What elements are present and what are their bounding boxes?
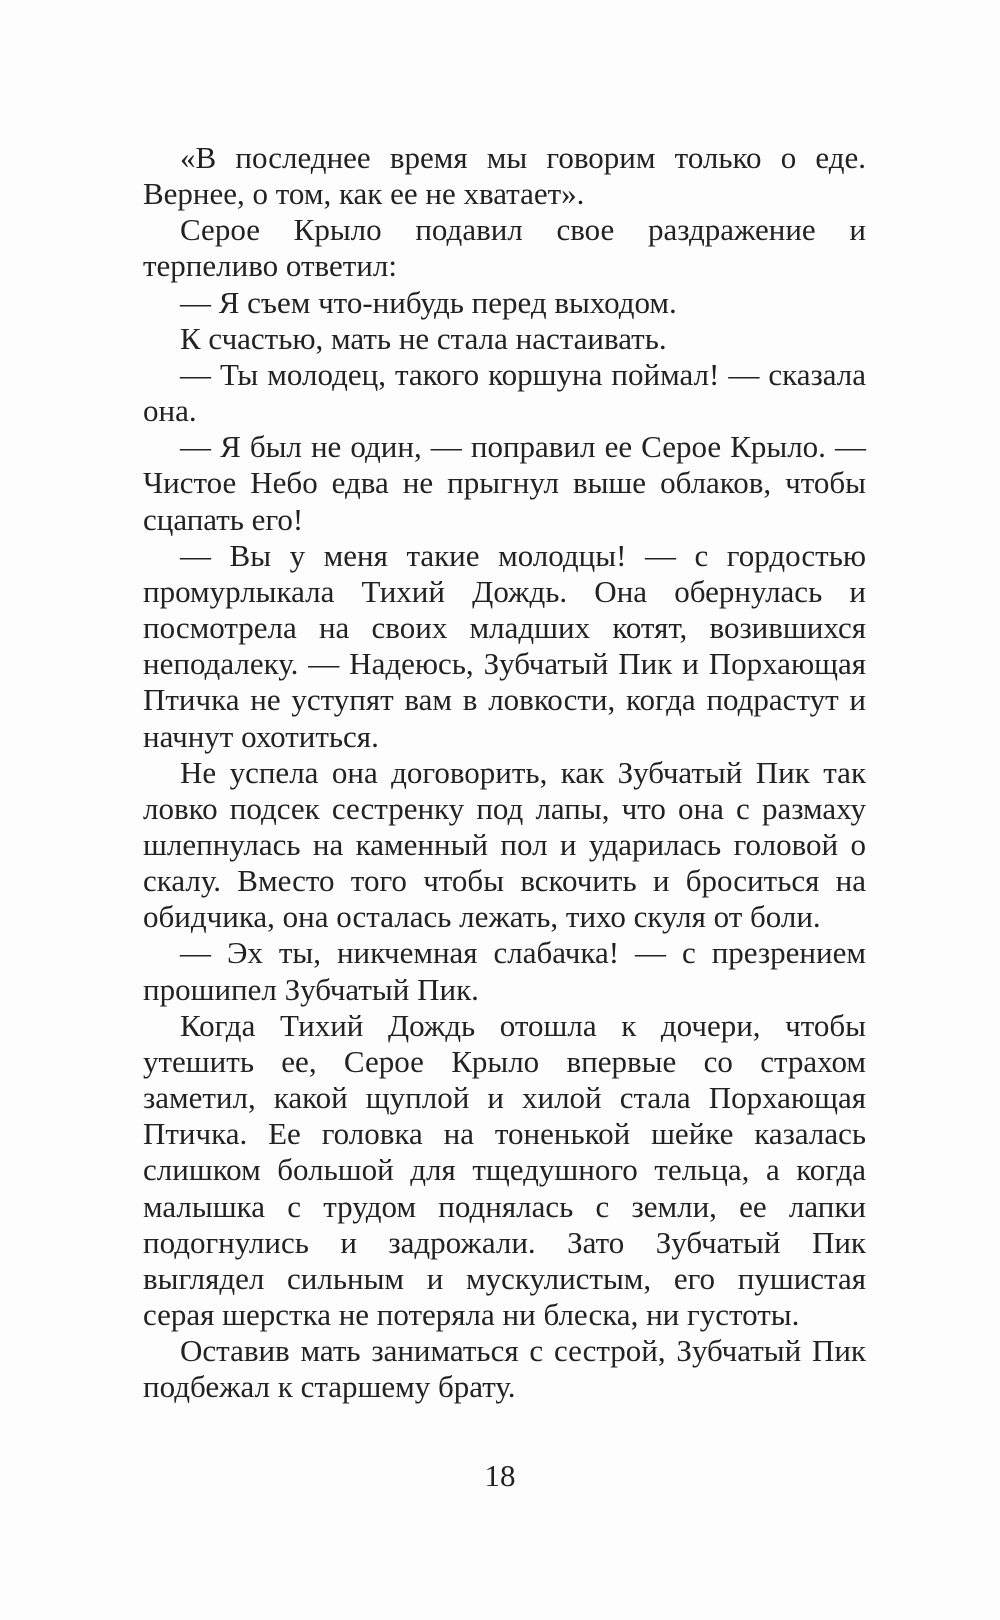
paragraph-2: Серое Крыло подавил свое раздражение и терпеливо ответил: [143, 212, 866, 284]
paragraph-4: К счастью, мать не стала настаивать. [180, 320, 667, 356]
page-body-text [143, 140, 866, 1405]
paragraph-10: Когда Тихий Дождь отошла к дочери, чтобы утешить ее, Серое Крыло впервые со страхом заметил, какой щуплой и хилой стала Порхающая Птичка. Ее головка на тоненькой шейке казалась слишком большой для тщедушного тельца, а когда малышка с трудом поднялась с земли, ее лапки подогнулись и задрожали. Зато Зубчатый Пик выглядел сильным и мускулистым, его пушистая серая шерстка не потеряла ни блеска, ни густоты. [143, 1007, 866, 1332]
paragraph-7: — Вы у меня такие молодцы! — с гордостью промурлыкала Тихий Дождь. Она обернулась и посмотрела на своих младших котят, возившихся неподалеку. — Надеюсь, Зубчатый Пик и Порхающая Птичка не уступят вам в ловкости, когда подрастут и начнут охотиться. [143, 537, 866, 754]
paragraph-5: — Ты молодец, такого коршуна поймал! — сказала она. [143, 356, 866, 429]
page-number: 18 [484, 1458, 516, 1493]
paragraph-8: Не успела она договорить, как Зубчатый Пик так ловко подсек сестренку под лапы, что она с размаху шлепнулась на каменный пол и ударилась головой о скалу. Вместо того чтобы вскочить и броситься на обидчика, она осталась лежать, тихо скуля от боли. [143, 754, 866, 935]
paragraph-9: — Эх ты, никчемная слабачка! — с презрением прошипел Зубчатый Пик. [143, 935, 866, 1007]
paragraph-11: Оставив мать заниматься с сестрой, Зубчатый Пик подбежал к старшему брату. [143, 1333, 866, 1405]
paragraph-3: — Я съем что-нибудь перед выходом. [180, 284, 677, 320]
paragraph-6: — Я был не один, — поправил ее Серое Крыло. — Чистое Небо едва не прыгнул выше облаков, чтобы сцапать его! [143, 429, 866, 537]
paragraph-1: «В последнее время мы говорим только о еде. Вернее, о том, как ее не хватает». [143, 140, 866, 212]
